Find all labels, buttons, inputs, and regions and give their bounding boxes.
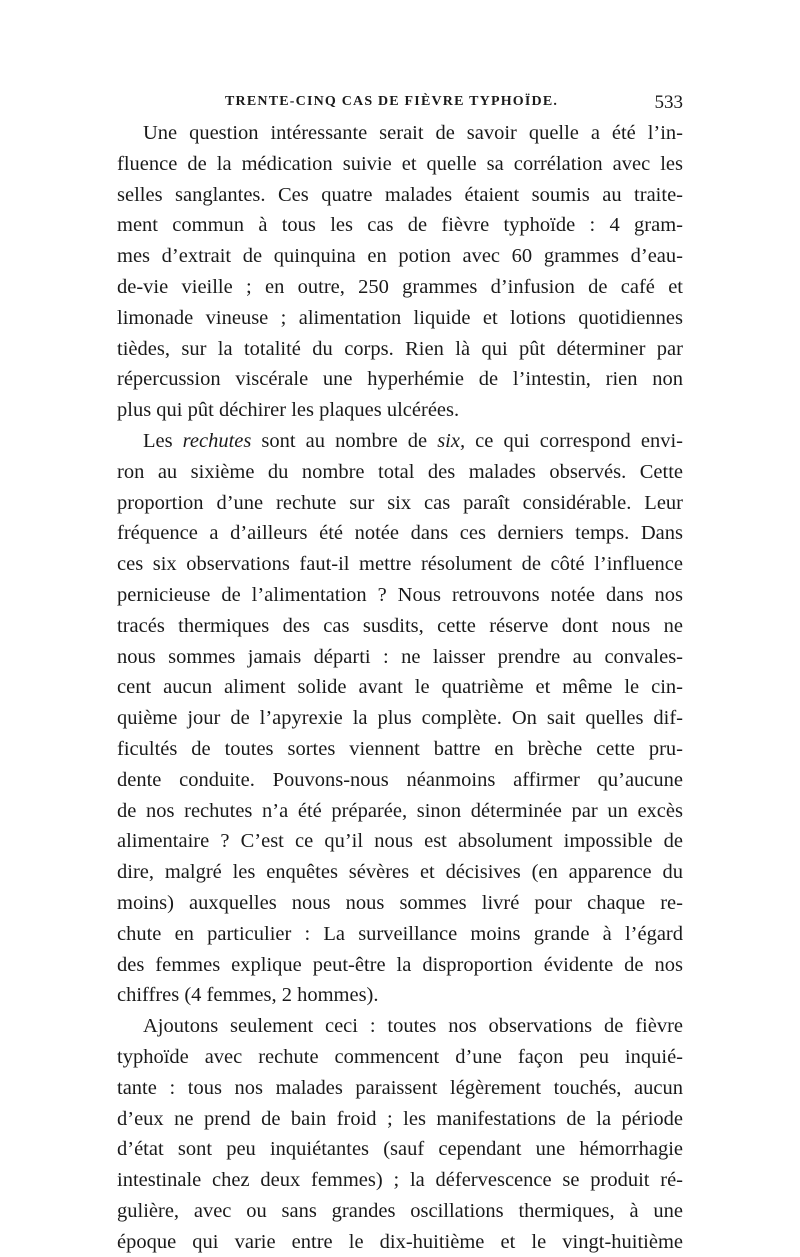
- text-line: dente conduite. Pouvons-nous néanmoins affirmer qu’aucune: [117, 768, 683, 791]
- text-run: ce qui correspond envi-: [465, 429, 683, 452]
- text-line: Ajoutons seulement ceci : toutes nos observations de fièvre: [143, 1015, 683, 1038]
- running-title: TRENTE-CINQ CAS DE FIÈVRE TYPHOÏDE.: [225, 94, 559, 109]
- text-line: mes d’extrait de quinquina en potion avec 60 grammes d’eau-: [117, 245, 683, 268]
- text-line: chiffres (4 femmes, 2 hommes).: [117, 984, 379, 1007]
- text-line: gulière, avec ou sans grandes oscillations thermiques, à une: [117, 1199, 683, 1222]
- text-line: de nos rechutes n’a été préparée, sinon déterminée par un excès: [117, 799, 683, 822]
- text-line: dire, malgré les enquêtes sévères et décisives (en apparence du: [117, 861, 683, 884]
- text-line: nous sommes jamais départi : ne laisser prendre au convales-: [117, 645, 683, 668]
- text-line: répercussion viscérale une hyperhémie de l’intestin, rien non: [117, 368, 683, 391]
- text-line: chute en particulier : La surveillance moins grande à l’égard: [117, 922, 683, 945]
- text-line: époque qui varie entre le dix-huitième et le vingt-huitième: [117, 1230, 683, 1253]
- text-line: ron au sixième du nombre total des malades observés. Cette: [117, 460, 683, 483]
- text-line: tracés thermiques des cas susdits, cette réserve dont nous ne: [117, 614, 683, 637]
- text-line: plus qui pût déchirer les plaques ulcérées.: [117, 399, 460, 422]
- text-line: fluence de la médication suivie et quelle sa corrélation avec les: [117, 152, 683, 175]
- text-line: ficultés de toutes sortes viennent battre en brèche cette pru-: [117, 737, 683, 760]
- text-line: tante : tous nos malades paraissent légèrement touchés, aucun: [117, 1076, 683, 1099]
- text-run: sont au nombre de: [251, 429, 438, 452]
- text-line: [117, 426, 683, 457]
- text-line: proportion d’une rechute sur six cas paraît considérable. Leur: [117, 491, 683, 514]
- book-page: [117, 92, 683, 1257]
- text-line: intestinale chez deux femmes) ; la défervescence se produit ré-: [117, 1169, 683, 1192]
- italic-text: six,: [437, 429, 466, 452]
- text-line: quième jour de l’apyrexie la plus complète. On sait quelles dif-: [117, 707, 683, 730]
- italic-text: rechutes: [182, 429, 252, 452]
- text-line: Une question intéressante serait de savoir quelle a été l’in-: [143, 122, 683, 144]
- text-line: d’eux ne prend de bain froid ; les manifestations de la période: [117, 1107, 683, 1130]
- text-line: ces six observations faut-il mettre résolument de côté l’influence: [117, 553, 683, 576]
- text-line: typhoïde avec rechute commencent d’une façon peu inquié-: [117, 1045, 683, 1068]
- text-line: pernicieuse de l’alimentation ? Nous retrouvons notée dans nos: [117, 583, 683, 606]
- text-line: des femmes explique peut-être la disproportion évidente de nos: [117, 953, 683, 976]
- page-header: [117, 92, 683, 118]
- text-line: de-vie vieille ; en outre, 250 grammes d’infusion de café et: [117, 275, 683, 298]
- text-line: moins) auxquelles nous nous sommes livré pour chaque re-: [117, 891, 683, 914]
- text-run: Les: [143, 429, 183, 452]
- text-line: tièdes, sur la totalité du corps. Rien là qui pût déterminer par: [117, 337, 683, 360]
- text-line: alimentaire ? C’est ce qu’il nous est absolument impossible de: [117, 830, 683, 853]
- text-line: limonade vineuse ; alimentation liquide et lotions quotidiennes: [117, 306, 683, 329]
- text-line: selles sanglantes. Ces quatre malades étaient soumis au traite-: [117, 183, 683, 206]
- text-line: d’état sont peu inquiétantes (sauf cependant une hémorrhagie: [117, 1138, 683, 1161]
- text-line: fréquence a d’ailleurs été notée dans ces derniers temps. Dans: [117, 522, 683, 545]
- body-text: [117, 118, 683, 1257]
- page-number: 533: [654, 92, 683, 113]
- text-line: ment commun à tous les cas de fièvre typhoïde : 4 gram-: [117, 214, 683, 237]
- text-line: cent aucun aliment solide avant le quatrième et même le cin-: [117, 676, 683, 699]
